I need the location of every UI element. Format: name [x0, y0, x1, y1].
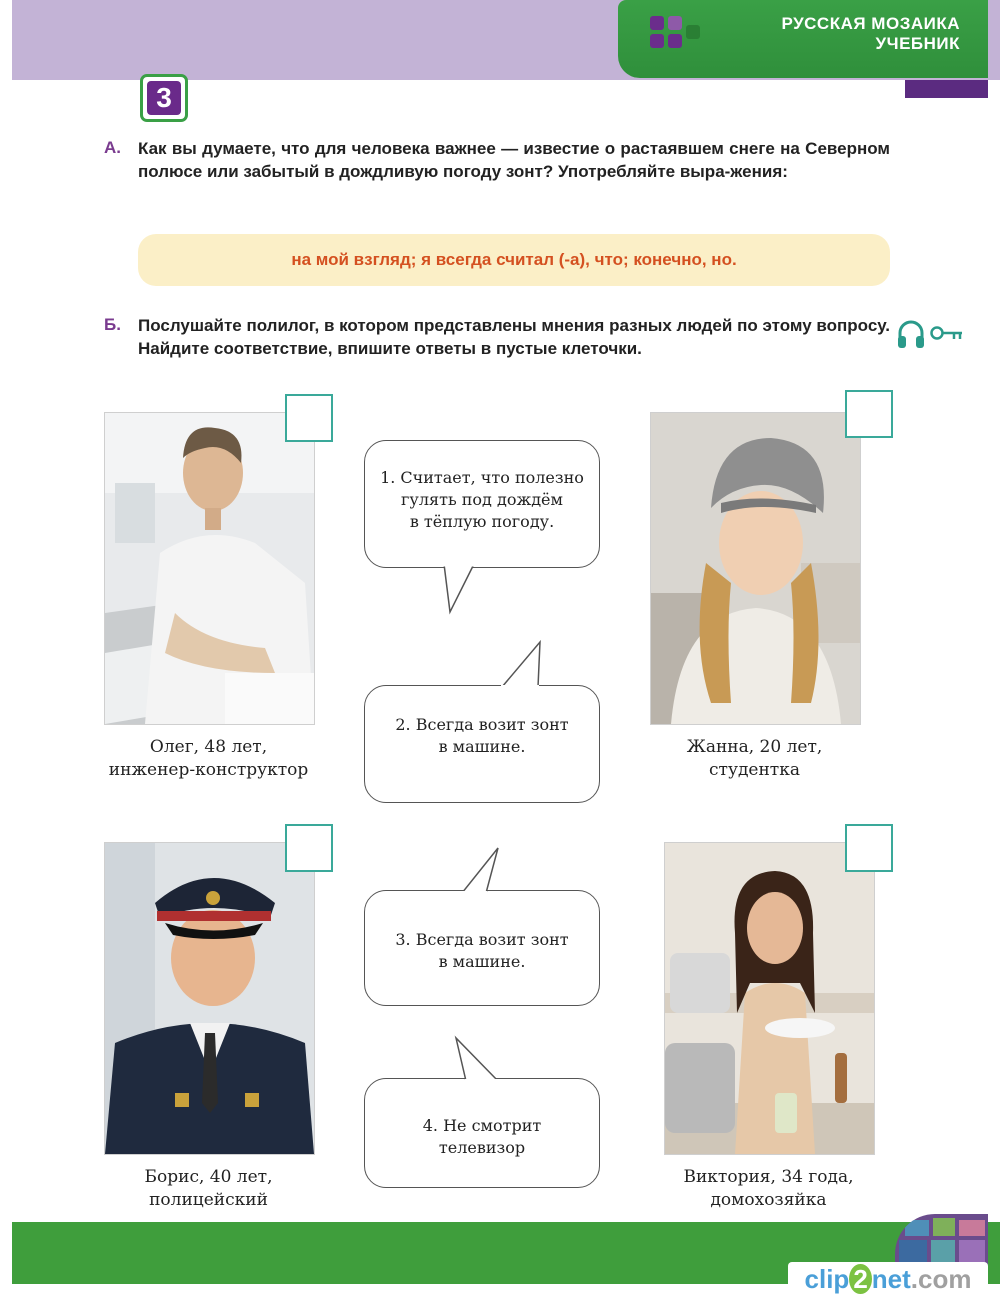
task-a-text: Как вы думаете, что для человека важнее — известие о растаявшем снеге на Северном полюсе или забытый в дождливую погоду зонт? Употребляйте выра-жения: [138, 139, 890, 181]
bubble-4-tail [452, 1036, 502, 1082]
bubble-2-line: 2. Всегда возит зонт [395, 715, 569, 734]
caption-oleg-role: инженер-конструктор [108, 760, 309, 780]
caption-boris-name: Борис, 40 лет, [144, 1167, 273, 1187]
brand-mosaic-icon [650, 16, 710, 56]
brand-title-line1: РУССКАЯ МОЗАИКА [781, 14, 960, 33]
key-icon[interactable] [930, 324, 964, 342]
caption-zhanna [650, 736, 859, 782]
answer-box-zhanna[interactable] [845, 390, 893, 438]
watermark-part: .com [910, 1264, 972, 1294]
headphones-icon[interactable] [896, 318, 926, 350]
answer-box-viktoria[interactable] [845, 824, 893, 872]
watermark-part: clip [804, 1264, 850, 1294]
task-b-letter: Б. [104, 315, 121, 334]
phrase-box [138, 234, 890, 286]
caption-boris-role: полицейский [149, 1190, 268, 1210]
watermark-part: net [871, 1264, 911, 1294]
bubble-statement-3 [364, 890, 600, 1006]
bubble-1-line: в тёплую погоду. [409, 512, 555, 531]
bubble-3-tail [456, 846, 504, 894]
bubble-statement-4 [364, 1078, 600, 1188]
photo-boris [104, 842, 315, 1155]
answer-box-boris[interactable] [285, 824, 333, 872]
caption-viktoria [664, 1166, 873, 1212]
bubble-1-line: гулять под дождём [401, 490, 563, 509]
caption-zhanna-role: студентка [709, 760, 800, 780]
bubble-3-line: в машине. [438, 952, 526, 971]
accent-bar [905, 80, 988, 98]
photo-zhanna [650, 412, 861, 725]
bubble-2-line: в машине. [438, 737, 526, 756]
unit-badge [140, 74, 188, 122]
caption-oleg [104, 736, 313, 782]
bubble-1-tail [440, 564, 480, 616]
bubble-1-line: 1. Считает, что полезно [380, 468, 584, 487]
phrase-text: на мой взгляд; я всегда считал (-а), что; конечно, но. [291, 250, 737, 269]
caption-viktoria-name: Виктория, 34 года, [683, 1167, 854, 1187]
caption-boris [104, 1166, 313, 1212]
bubble-statement-1 [364, 440, 600, 568]
answer-box-oleg[interactable] [285, 394, 333, 442]
caption-oleg-name: Олег, 48 лет, [149, 737, 268, 757]
caption-zhanna-name: Жанна, 20 лет, [686, 737, 823, 757]
brand-title [781, 14, 960, 54]
photo-oleg [104, 412, 315, 725]
unit-number: 3 [147, 81, 181, 115]
bubble-4-line: 4. Не смотрит [422, 1116, 542, 1135]
bubble-3-line: 3. Всегда возит зонт [395, 930, 569, 949]
brand-title-line2: УЧЕБНИК [875, 34, 960, 53]
caption-viktoria-role: домохозяйка [710, 1190, 827, 1210]
bubble-statement-2 [364, 685, 600, 803]
bubble-2-tail [498, 640, 548, 688]
photo-viktoria [664, 842, 875, 1155]
task-a-letter: А. [104, 138, 121, 157]
watermark-part: 2 [849, 1264, 871, 1294]
watermark [788, 1262, 988, 1296]
bubble-4-line: телевизор [438, 1138, 526, 1157]
task-b-text: Послушайте полилог, в котором представлены мнения разных людей по этому вопросу. Найдите соответствие, впишите ответы в пустые клеточки. [138, 316, 890, 358]
